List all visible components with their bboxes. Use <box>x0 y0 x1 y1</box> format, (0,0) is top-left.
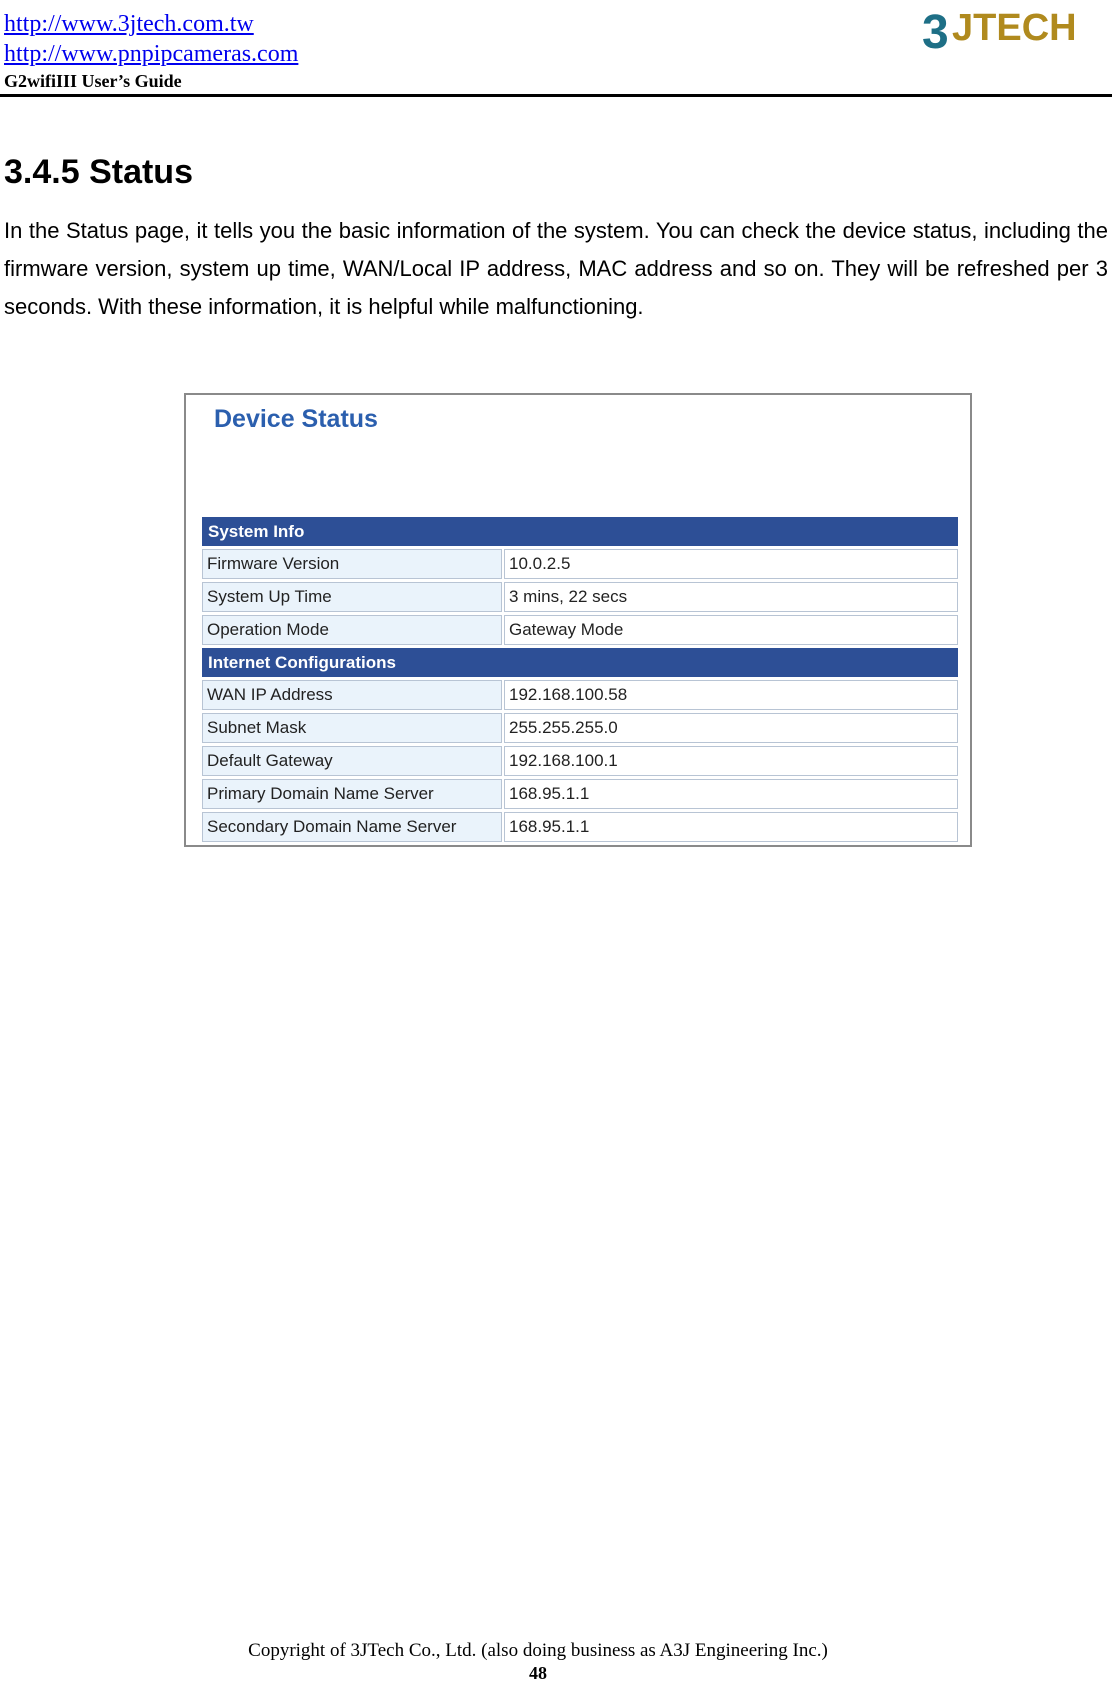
device-status-screenshot <box>184 393 972 847</box>
header-divider <box>0 94 1112 97</box>
table-row <box>202 615 958 645</box>
website-link-pnpipcameras[interactable]: http://www.pnpipcameras.com <box>4 41 299 67</box>
row-value: 10.0.2.5 <box>504 549 958 579</box>
row-value: Gateway Mode <box>504 615 958 645</box>
table-row <box>202 582 958 612</box>
row-value: 255.255.255.0 <box>504 713 958 743</box>
row-label: Subnet Mask <box>202 713 502 743</box>
internet-config-header: Internet Configurations <box>202 648 958 677</box>
row-value: 3 mins, 22 secs <box>504 582 958 612</box>
row-label: Default Gateway <box>202 746 502 776</box>
website-link-3jtech[interactable]: http://www.3jtech.com.tw <box>4 11 254 37</box>
row-label: Secondary Domain Name Server <box>202 812 502 842</box>
table-row <box>202 746 958 776</box>
page-number: 48 <box>529 1663 547 1683</box>
row-value: 168.95.1.1 <box>504 779 958 809</box>
3jtech-logo <box>918 0 1077 62</box>
table-row <box>202 549 958 579</box>
section-body: In the Status page, it tells you the basic information of the system. You can check the device status, including the firmware version, system up time, WAN/Local IP address, MAC address and so on. They will be refreshed per 3 seconds. With these information, it is helpful while malfunctioning. <box>4 218 1108 319</box>
table-row <box>202 812 958 842</box>
row-value: 192.168.100.58 <box>504 680 958 710</box>
row-label: Firmware Version <box>202 549 502 579</box>
row-value: 168.95.1.1 <box>504 812 958 842</box>
row-label: Primary Domain Name Server <box>202 779 502 809</box>
guide-title: G2wifiIII User’s Guide <box>4 71 182 91</box>
row-label: System Up Time <box>202 582 502 612</box>
table-row <box>202 779 958 809</box>
logo-digit: 3 <box>922 6 949 59</box>
logo-letters: JTECH <box>952 7 1077 49</box>
row-label: Operation Mode <box>202 615 502 645</box>
row-value: 192.168.100.1 <box>504 746 958 776</box>
device-status-title: Device Status <box>214 405 378 433</box>
system-info-header: System Info <box>202 517 958 546</box>
footer-copyright: Copyright of 3JTech Co., Ltd. (also doing business as A3J Engineering Inc.) <box>248 1640 828 1661</box>
row-label: WAN IP Address <box>202 680 502 710</box>
table-row <box>202 713 958 743</box>
table-row <box>202 680 958 710</box>
device-status-table <box>202 517 958 845</box>
section-title: 3.4.5 Status <box>4 153 193 191</box>
